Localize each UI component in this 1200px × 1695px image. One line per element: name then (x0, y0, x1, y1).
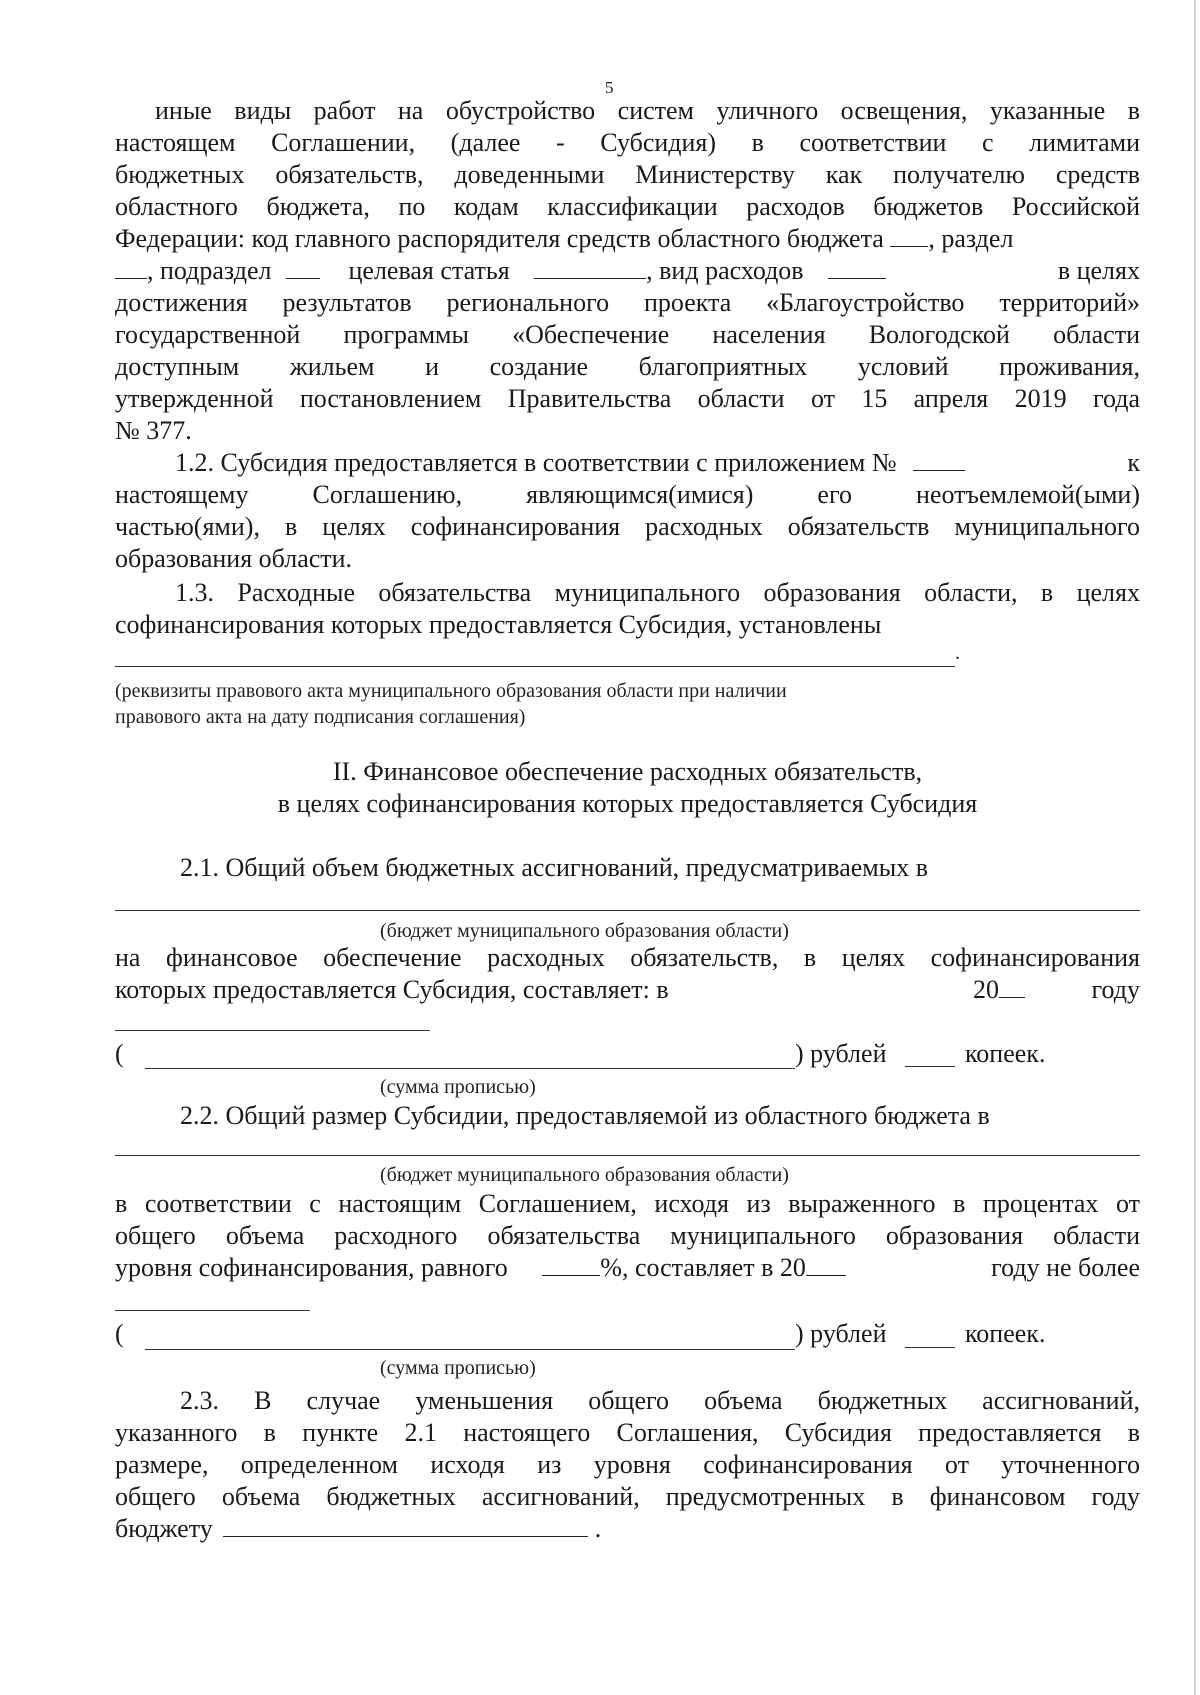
para21-year-prefix: 20 (973, 974, 1025, 1006)
para22-line4-end: году не более (991, 1253, 1140, 1282)
cofinancing-percent-blank (542, 1253, 600, 1276)
para22-line3: общего объема расходного обязательства муниципального образования области (115, 1221, 1140, 1250)
para1-line10: утвержденной постановлением Правительства области от 15 апреля 2019 года (115, 384, 1140, 413)
para12-line1-end: к (1127, 448, 1140, 477)
para22-kop: копеек. (965, 1319, 1046, 1348)
para12-line1-text: 1.2. Субсидия предоставляется в соответствии с приложением № (175, 448, 897, 477)
para1-line8: государственной программы «Обеспечение населения Вологодской области (115, 320, 1140, 349)
para1-line9: доступным жильем и создание благоприятных условий проживания, (115, 352, 1140, 381)
para1-line5-text: Федерации: код главного распорядителя средств областного бюджета (115, 224, 884, 253)
budget-blank-21 (115, 910, 1140, 911)
amount-digits-blank-22 (115, 1310, 310, 1311)
para21-line3-end: году (1091, 975, 1140, 1004)
para23-line1: 2.3. В случае уменьшения общего объема бюджетных ассигнований, (180, 1386, 1140, 1415)
para22-line4-mid: %, составляет в 20 (600, 1253, 806, 1282)
para21-open-paren: ( (115, 1039, 124, 1068)
para21-line1: 2.1. Общий объем бюджетных ассигнований, предусматриваемых в (180, 853, 928, 882)
para21-line3-text: которых предоставляется Субсидия, составляет: в (115, 975, 669, 1004)
para13-note2: правового акта на дату подписания соглашения) (115, 706, 526, 728)
section-blank (115, 256, 147, 279)
section2-title-line1: II. Финансовое обеспечение расходных обязательств, (332, 757, 923, 786)
para22-line2: в соответствии с настоящим Соглашением, исходя из выраженного в процентах от (115, 1189, 1140, 1218)
para13-line2: софинансирования которых предоставляется Субсидия, установлены (115, 610, 882, 639)
page-number: 5 (605, 78, 614, 97)
subsection-blank (286, 256, 320, 279)
legal-act-blank (115, 666, 955, 667)
para22-line1: 2.2. Общий размер Субсидии, предоставляемой из областного бюджета в (180, 1101, 990, 1130)
para1-line4: областного бюджета, по кодам классификации расходов бюджетов Российской (115, 192, 1140, 221)
para21-line3 (115, 974, 1140, 1006)
para23-line4: общего объема бюджетных ассигнований, предусмотренных в финансовом году (115, 1482, 1140, 1511)
para1-line2: настоящем Соглашении, (далее - Субсидия) в соответствии с лимитами (115, 128, 1140, 157)
para1-target: целевая статья (348, 256, 510, 285)
target-article-blank (534, 256, 646, 279)
para1-line3: бюджетных обязательств, доведенными Министерству как получателю средств (115, 160, 1140, 189)
para21-kop: копеек. (965, 1039, 1046, 1068)
section2-title-line2: в целях софинансирования которых предоставляется Субсидия (277, 789, 978, 818)
para1-line7: достижения результатов регионального проекта «Благоустройство территорий» (115, 288, 1140, 317)
amount-words-blank-21 (145, 1068, 795, 1069)
amount-words-blank-22 (145, 1349, 795, 1350)
para12-line1 (175, 447, 1140, 479)
appendix-number-blank (913, 448, 965, 471)
para22-rub: ) рублей (795, 1319, 887, 1348)
para12-line3: частью(ями), в целях софинансирования расходных обязательств муниципального (115, 512, 1140, 541)
para21-line2: на финансовое обеспечение расходных обязательств, в целях софинансирования (115, 943, 1140, 972)
para23-line5-end: . (594, 1514, 602, 1543)
para1-line6 (115, 255, 1140, 287)
para22-note-budget: (бюджет муниципального образования области) (380, 1164, 789, 1186)
para12-line4: образования области. (115, 544, 353, 573)
budget-blank-22 (115, 1155, 1140, 1156)
para1-line11: № 377. (115, 416, 192, 445)
para21-note-budget: (бюджет муниципального образования области) (380, 920, 789, 942)
amount-digits-blank-21 (115, 1030, 430, 1031)
para1-line5-end: , раздел (928, 224, 1014, 253)
para1-line5 (115, 223, 1013, 255)
kopeks-blank-22 (905, 1347, 955, 1348)
para1-line1: иные виды работ на обустройство систем уличного освещения, указанные в (155, 96, 1140, 125)
para23-line2: указанного в пункте 2.1 настоящего Соглашения, Субсидия предоставляется в (115, 1418, 1140, 1447)
legal-act-dot: . (955, 642, 960, 664)
para13-line1: 1.3. Расходные обязательства муниципального образования области, в целях (175, 578, 1140, 607)
expense-type-blank (828, 256, 886, 279)
para22-line4 (115, 1252, 1140, 1284)
para22-note-sum: (сумма прописью) (380, 1357, 536, 1379)
para22-open-paren: ( (115, 1319, 124, 1348)
gov-code-blank (890, 224, 928, 247)
para23-line3: размере, определенном исходя из уровня софинансирования от уточненного (115, 1450, 1140, 1479)
para13-note1: (реквизиты правового акта муниципального образования области при наличии (115, 680, 787, 702)
para23-line5-text: бюджету (115, 1514, 213, 1543)
para21-note-sum: (сумма прописью) (380, 1076, 536, 1098)
para22-line4-text: уровня софинансирования, равного (115, 1253, 508, 1282)
budget-name-blank (223, 1514, 588, 1537)
para23-line5 (115, 1513, 601, 1545)
para22-year-blank (806, 1253, 846, 1276)
para1-expense-type: , вид расходов (646, 256, 804, 285)
kopeks-blank-21 (905, 1066, 955, 1067)
scan-edge (1194, 0, 1196, 1695)
para12-line2: настоящему Соглашению, являющимся(имися) его неотъемлемой(ыми) (115, 480, 1140, 509)
para21-rub: ) рублей (795, 1039, 887, 1068)
para1-subsection: , подраздел (147, 256, 272, 285)
para1-line6-end: в целях (1057, 256, 1140, 285)
